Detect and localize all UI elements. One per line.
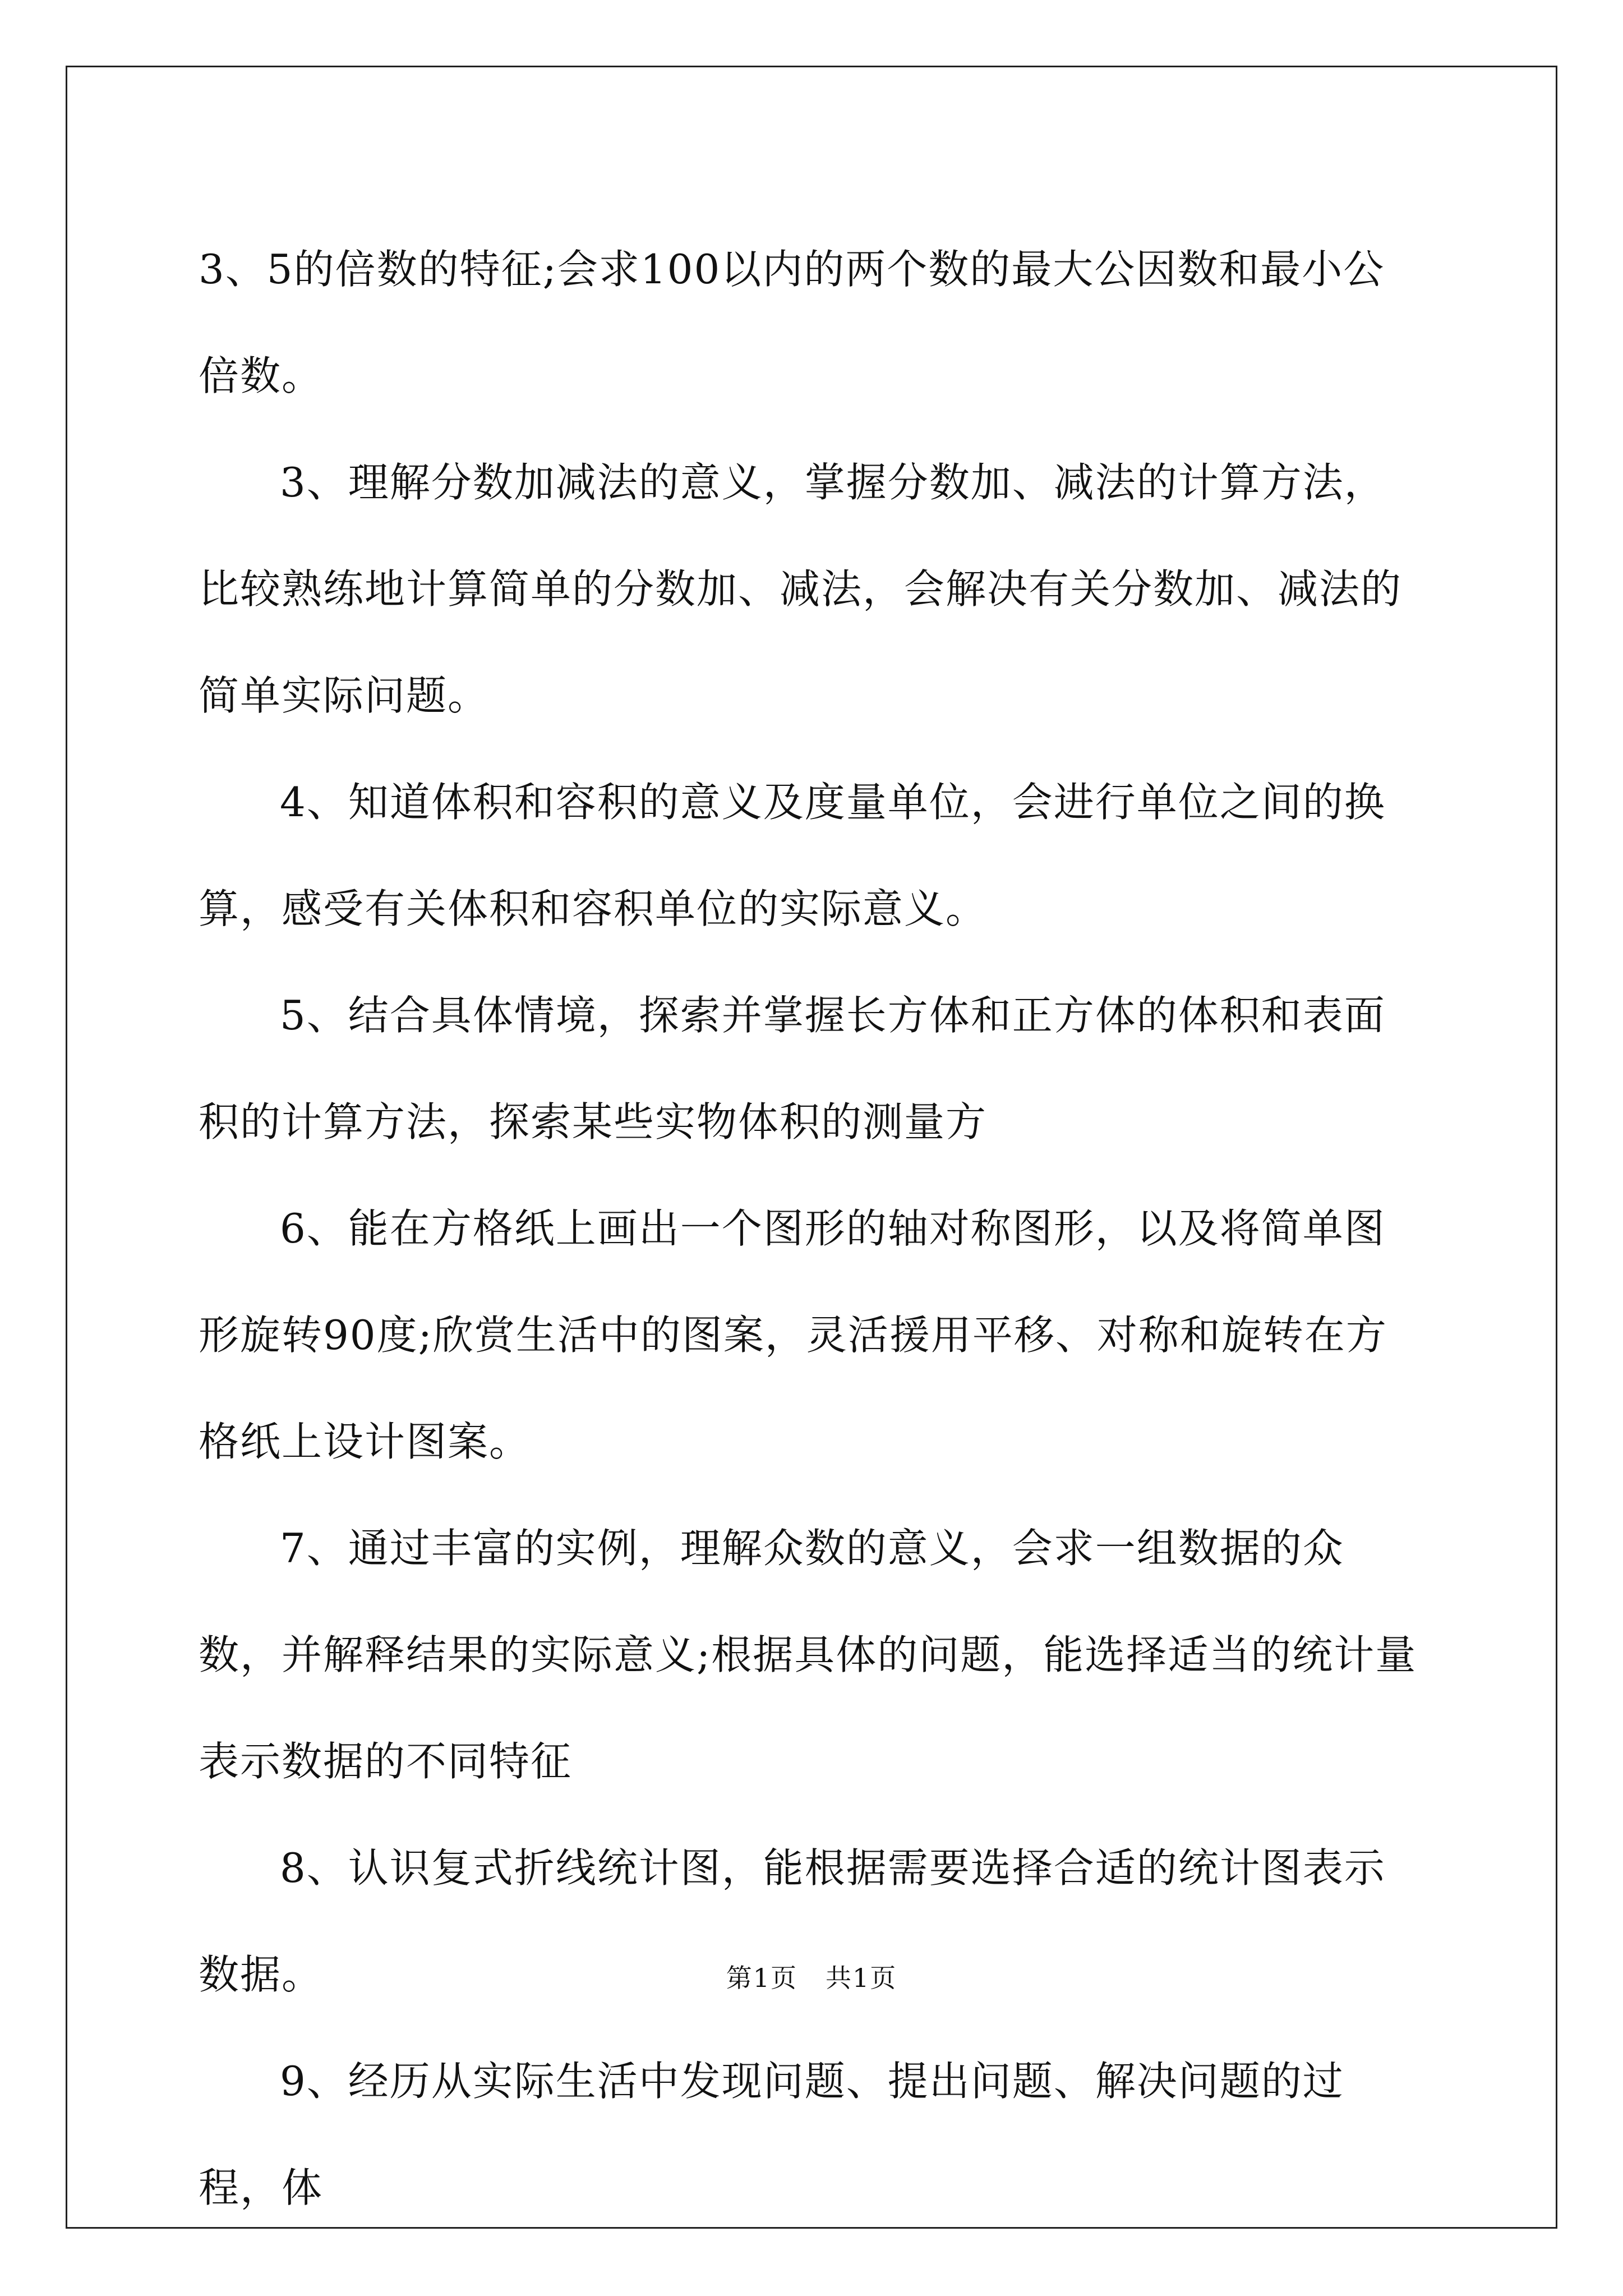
paragraph: 3、5的倍数的特征;会求100以内的两个数的最大公因数和最小公倍数。	[199, 246, 1385, 399]
document-body	[199, 216, 1421, 2241]
paragraph: 6、能在方格纸上画出一个图形的轴对称图形，以及将简单图形旋转90度;欣赏生活中的图案，灵活援用平移、对称和旋转在方格纸上设计图案。	[199, 1205, 1387, 1465]
page-number: 第1页	[726, 1963, 797, 1993]
paragraph: 8、认识复式折线统计图，能根据需要选择合适的统计图表示数据。	[199, 1844, 1386, 1998]
paragraph: 4、知道体积和容积的意义及度量单位，会进行单位之间的换算，感受有关体积和容积单位的实际意义。	[199, 779, 1386, 932]
paragraph: 3、理解分数加减法的意义，掌握分数加、减法的计算方法，比较熟练地计算简单的分数加、减法，会解决有关分数加、减法的简单实际问题。	[199, 459, 1403, 719]
paragraph: 7、通过丰富的实例，理解众数的意义，会求一组数据的众数，并解释结果的实际意义;根据具体的问题，能选择适当的统计量表示数据的不同特征	[199, 1525, 1417, 1785]
paragraph: 5、结合具体情境，探索并掌握长方体和正方体的体积和表面积的计算方法，探索某些实物体积的测量方	[199, 992, 1386, 1145]
page-footer	[0, 1958, 1623, 1995]
paragraph: 9、经历从实际生活中发现问题、提出问题、解决问题的过程，体	[199, 2058, 1344, 2211]
page-total: 共1页	[826, 1963, 897, 1993]
